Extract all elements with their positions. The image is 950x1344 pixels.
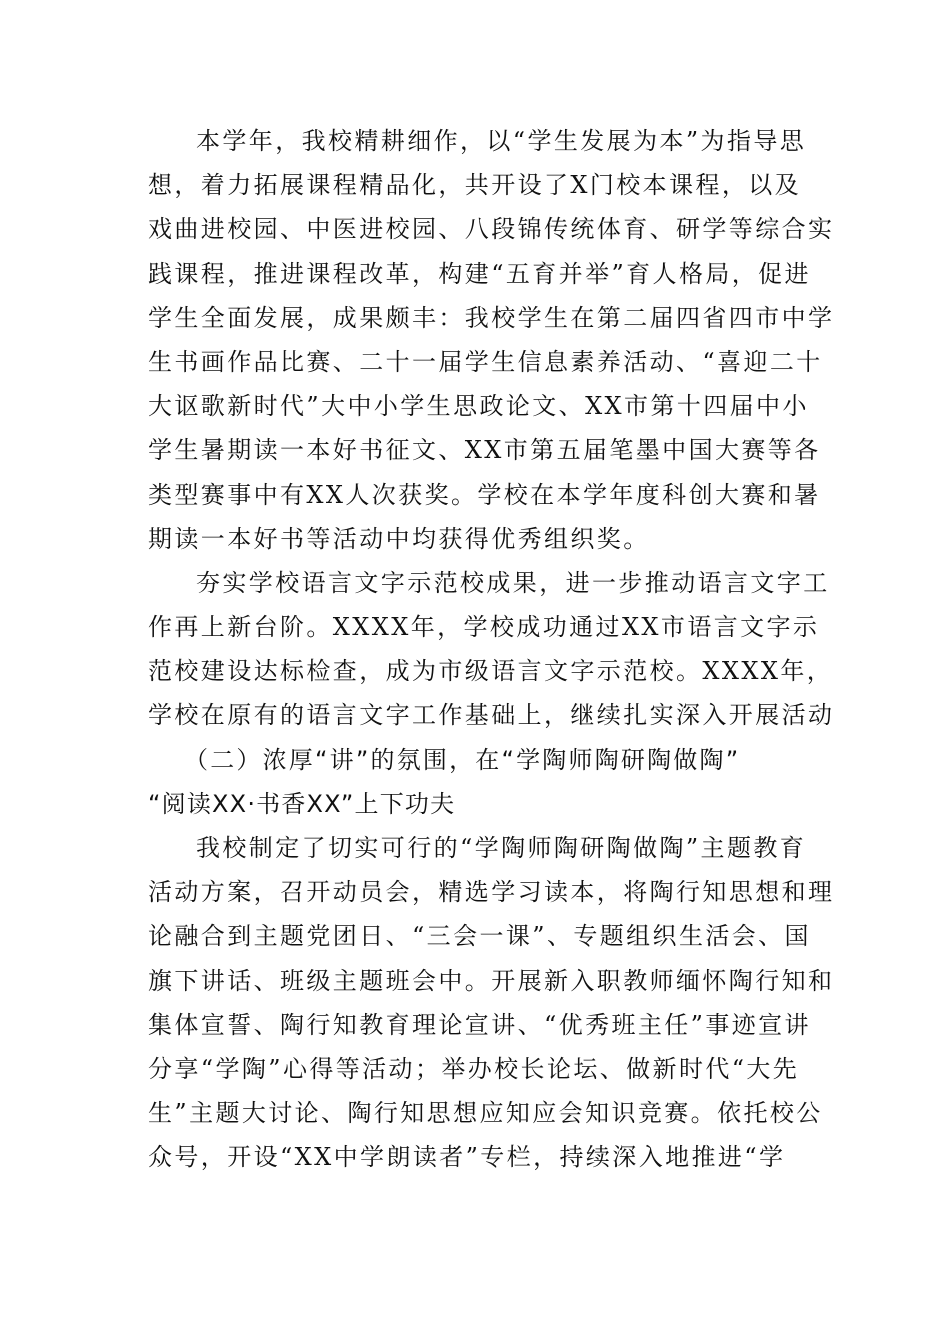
text-line: 学校在原有的语言文字工作基础上，继续扎实深入开展活动 [148, 701, 835, 730]
text-line: 想，着力拓展课程精品化，共开设了X门校本课程，以及 [148, 171, 802, 200]
text-line: 戏曲进校园、中医进校园、八段锦传统体育、研学等综合实 [148, 215, 835, 244]
text-line: 旗下讲话、班级主题班会中。开展新入职教师缅怀陶行知和 [148, 966, 835, 995]
text-line: 学生暑期读一本好书征文、XX市第五届笔墨中国大赛等各 [148, 436, 821, 465]
text-line: 我校制定了切实可行的“学陶师陶研陶做陶”主题教育 [196, 834, 807, 862]
text-line: 作再上新台阶。XXXX年，学校成功通过XX市语言文字示 [148, 613, 820, 642]
text-line: 众号，开设“XX中学朗读者”专栏，持续深入地推进“学 [148, 1143, 786, 1172]
text-line: 论融合到主题党团日、“三会一课”、专题组织生活会、国 [148, 922, 811, 951]
paragraph-achievements [148, 119, 835, 561]
text-line: 期读一本好书等活动中均获得优秀组织奖。 [148, 524, 650, 553]
text-line: 集体宣誓、陶行知教育理论宣讲、“优秀班主任”事迹宣讲 [148, 1010, 811, 1039]
text-line: 分享“学陶”心得等活动；举办校长论坛、做新时代“大先 [148, 1054, 800, 1083]
text-line: 活动方案，召开动员会，精选学习读本，将陶行知思想和理 [148, 878, 835, 907]
text-line: 类型赛事中有XX人次获奖。学校在本学年度科创大赛和暑 [148, 480, 821, 509]
text-line: 践课程，推进课程改革，构建“五育并举”育人格局，促进 [148, 259, 811, 288]
text-line: 范校建设达标检查，成为市级语言文字示范校。XXXX年， [148, 657, 834, 686]
text-line: 夯实学校语言文字示范校成果，进一步推动语言文字工 [196, 568, 830, 597]
text-line: 生”主题大讨论、陶行知思想应知应会知识竞赛。依托校公 [148, 1099, 823, 1128]
heading-line: “阅读XX·书香XX”上下功夫 [148, 789, 456, 818]
text-line: 本学年，我校精耕细作，以“学生发展为本”为指导思 [196, 127, 807, 155]
document-body [148, 119, 835, 1180]
paragraph-tao-activities [148, 826, 835, 1180]
heading-line: （二）浓厚“讲”的氛围，在“学陶师陶研陶做陶” [184, 745, 741, 774]
text-line: 生书画作品比赛、二十一届学生信息素养活动、“喜迎二十 [148, 347, 823, 376]
text-line: 大讴歌新时代”大中小学生思政论文、XX市第十四届中小 [148, 392, 809, 421]
paragraph-language-school [148, 561, 835, 738]
text-line: 学生全面发展，成果颇丰：我校学生在第二届四省四市中学 [148, 303, 835, 332]
section-heading [148, 738, 828, 826]
